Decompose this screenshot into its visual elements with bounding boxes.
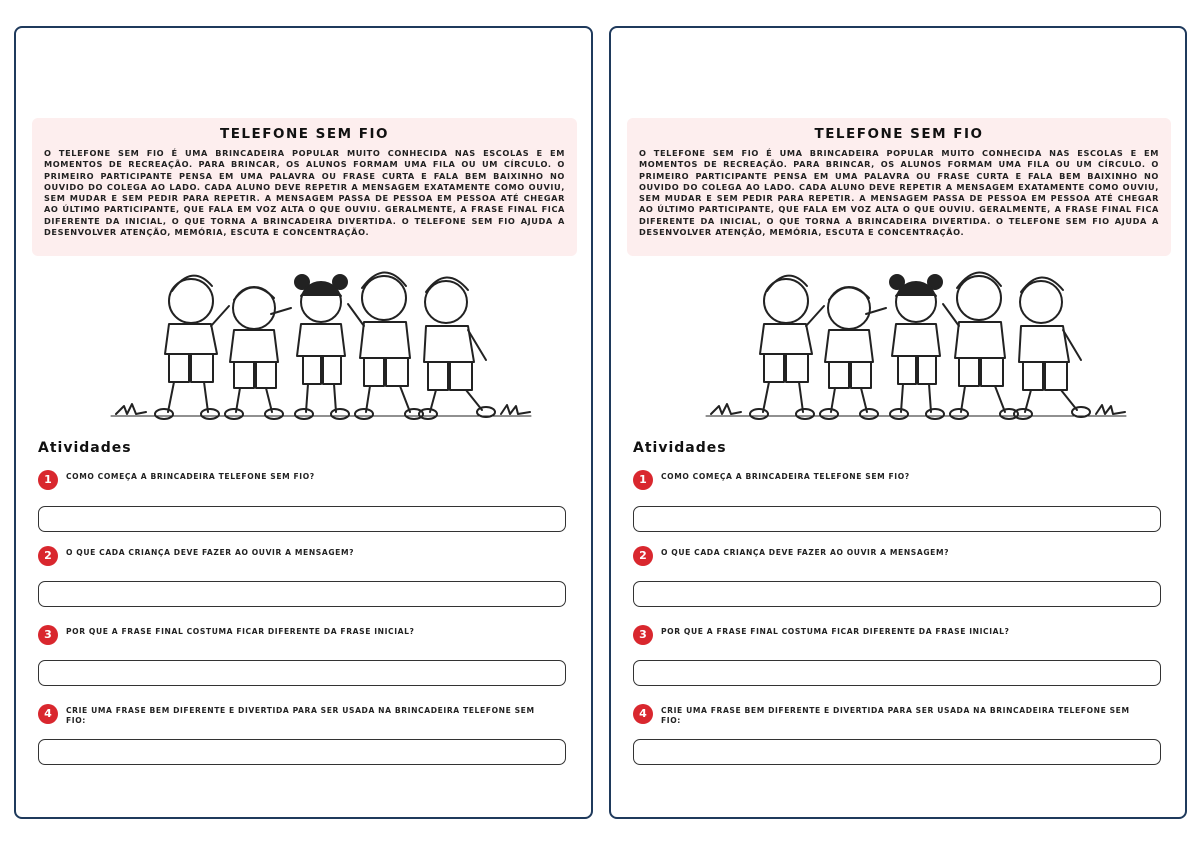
question-text: CRIE UMA FRASE BEM DIFERENTE E DIVERTIDA PARA SER USADA NA BRINCADEIRA TELEFONE SEM FIO:	[66, 706, 535, 725]
question-text: COMO COMEÇA A BRINCADEIRA TELEFONE SEM FIO?	[661, 472, 910, 481]
question-text: CRIE UMA FRASE BEM DIFERENTE E DIVERTIDA PARA SER USADA NA BRINCADEIRA TELEFONE SEM FIO:	[661, 706, 1130, 725]
question-number-badge: 1	[633, 470, 653, 490]
question-3	[633, 625, 1163, 645]
answer-field-4[interactable]	[38, 739, 566, 765]
question-2	[38, 546, 568, 566]
question-text: POR QUE A FRASE FINAL COSTUMA FICAR DIFERENTE DA FRASE INICIAL?	[661, 627, 1010, 636]
children-whispering-illustration-icon	[701, 266, 1131, 426]
reading-text-box	[32, 118, 577, 256]
question-number-badge: 2	[633, 546, 653, 566]
question-4	[633, 704, 1163, 725]
answer-field-2[interactable]	[38, 581, 566, 607]
question-number-badge: 4	[633, 704, 653, 724]
question-4	[38, 704, 568, 725]
worksheet-title: TELEFONE SEM FIO	[814, 126, 984, 142]
activities-heading: Atividades	[38, 440, 132, 456]
answer-field-2[interactable]	[633, 581, 1161, 607]
question-3	[38, 625, 568, 645]
answer-field-4[interactable]	[633, 739, 1161, 765]
question-text: O QUE CADA CRIANÇA DEVE FAZER AO OUVIR A MENSAGEM?	[661, 548, 950, 557]
activities-heading: Atividades	[633, 440, 727, 456]
children-whispering-illustration-icon	[106, 266, 536, 426]
reading-paragraph: O TELEFONE SEM FIO É UMA BRINCADEIRA POPULAR MUITO CONHECIDA NAS ESCOLAS E EM MOMENTOS DE RECREAÇÃO. PARA BRINCAR, OS ALUNOS FORMAM UMA FILA OU UM CÍRCULO. O PRIMEIRO PARTICIPANTE PENSA EM UMA PALAVRA OU FRASE CURTA E FALA BEM BAIXINHO NO OUVIDO DO COLEGA AO LADO. CADA ALUNO DEVE REPETIR A MENSAGEM EXATAMENTE COMO OUVIU, SEM MUDAR E SEM PEDIR PARA REPETIR. A MENSAGEM PASSA DE PESSOA EM PESSOA ATÉ CHEGAR AO ÚLTIMO PARTICIPANTE, QUE FALA EM VOZ ALTA O QUE OUVIU. GERALMENTE, A FRASE FINAL FICA DIFERENTE DA INICIAL, O QUE TORNA A BRINCADEIRA DIVERTIDA. O TELEFONE SEM FIO AJUDA A DESENVOLVER ATENÇÃO, MEMÓRIA, ESCUTA E CONCENTRAÇÃO.	[639, 148, 1159, 238]
worksheet-page-right	[609, 26, 1187, 819]
answer-field-3[interactable]	[38, 660, 566, 686]
reading-paragraph: O TELEFONE SEM FIO É UMA BRINCADEIRA POPULAR MUITO CONHECIDA NAS ESCOLAS E EM MOMENTOS DE RECREAÇÃO. PARA BRINCAR, OS ALUNOS FORMAM UMA FILA OU UM CÍRCULO. O PRIMEIRO PARTICIPANTE PENSA EM UMA PALAVRA OU FRASE CURTA E FALA BEM BAIXINHO NO OUVIDO DO COLEGA AO LADO. CADA ALUNO DEVE REPETIR A MENSAGEM EXATAMENTE COMO OUVIU, SEM MUDAR E SEM PEDIR PARA REPETIR. A MENSAGEM PASSA DE PESSOA EM PESSOA ATÉ CHEGAR AO ÚLTIMO PARTICIPANTE, QUE FALA EM VOZ ALTA O QUE OUVIU. GERALMENTE, A FRASE FINAL FICA DIFERENTE DA INICIAL, O QUE TORNA A BRINCADEIRA DIVERTIDA. O TELEFONE SEM FIO AJUDA A DESENVOLVER ATENÇÃO, MEMÓRIA, ESCUTA E CONCENTRAÇÃO.	[44, 148, 565, 238]
question-text: COMO COMEÇA A BRINCADEIRA TELEFONE SEM FIO?	[66, 472, 315, 481]
question-number-badge: 1	[38, 470, 58, 490]
worksheet-title: TELEFONE SEM FIO	[220, 126, 389, 142]
question-number-badge: 3	[38, 625, 58, 645]
question-text: O QUE CADA CRIANÇA DEVE FAZER AO OUVIR A MENSAGEM?	[66, 548, 355, 557]
question-2	[633, 546, 1163, 566]
answer-field-1[interactable]	[38, 506, 566, 532]
question-number-badge: 4	[38, 704, 58, 724]
answer-field-3[interactable]	[633, 660, 1161, 686]
worksheet-page-left	[14, 26, 593, 819]
question-1	[38, 470, 568, 490]
reading-text-box	[627, 118, 1171, 256]
answer-field-1[interactable]	[633, 506, 1161, 532]
question-text: POR QUE A FRASE FINAL COSTUMA FICAR DIFERENTE DA FRASE INICIAL?	[66, 627, 415, 636]
question-1	[633, 470, 1163, 490]
question-number-badge: 3	[633, 625, 653, 645]
question-number-badge: 2	[38, 546, 58, 566]
